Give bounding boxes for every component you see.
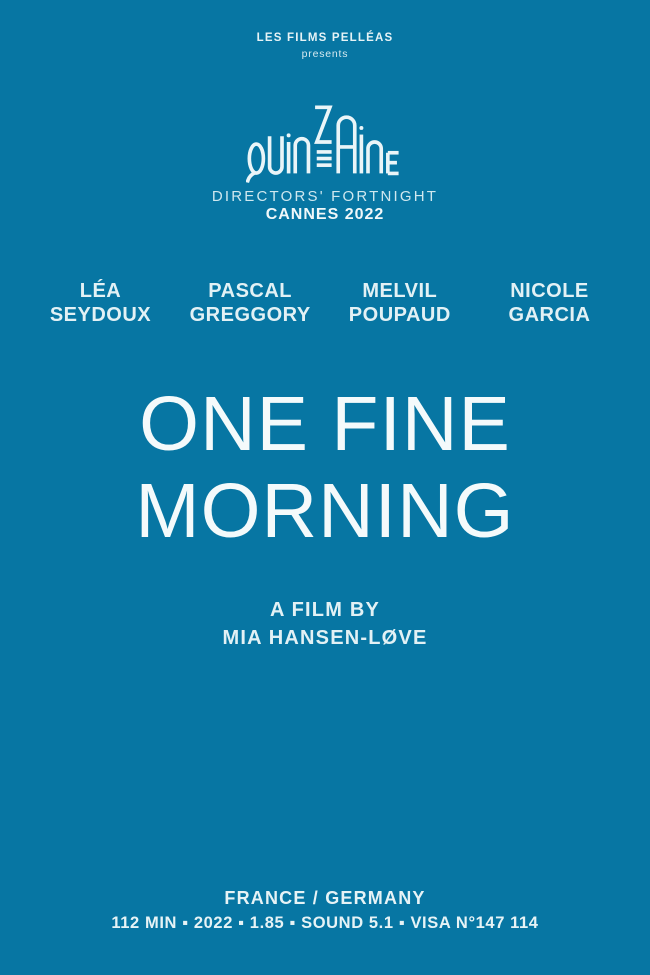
director-prefix: A FILM BY xyxy=(269,599,381,621)
festival-edition: CANNES 2022 xyxy=(265,206,385,223)
cast-first-name: PASCAL xyxy=(208,280,293,302)
cast-name xyxy=(178,279,323,327)
studio-name: LES FILMS PELLÉAS xyxy=(256,32,394,44)
cast-row xyxy=(0,279,650,327)
festival-subtitle: DIRECTORS' FORTNIGHT xyxy=(211,188,439,205)
movie-title xyxy=(0,381,650,555)
cast-last-name: GARCIA xyxy=(508,304,591,326)
director-credit xyxy=(0,596,650,652)
cast-name xyxy=(28,279,173,327)
technical-specs: 112 MIN ▪ 2022 ▪ 1.85 ▪ SOUND 5.1 ▪ VISA N°147 114 xyxy=(111,914,539,932)
cast-first-name: NICOLE xyxy=(510,280,589,302)
cast-name xyxy=(477,279,622,327)
movie-title-line1: ONE FINE xyxy=(139,381,511,467)
director-name: MIA HANSEN-LØVE xyxy=(222,627,428,649)
quinzaine-logo xyxy=(0,99,650,190)
cast-name xyxy=(327,279,472,327)
cast-first-name: MELVIL xyxy=(362,280,438,302)
countries: FRANCE / GERMANY xyxy=(224,888,426,908)
quinzaine-logo-icon xyxy=(246,99,404,185)
movie-title-line2: MORNING xyxy=(135,468,515,554)
presents-label: presents xyxy=(301,48,349,60)
cast-last-name: SEYDOUX xyxy=(49,304,152,326)
cast-last-name: GREGGORY xyxy=(189,304,311,326)
cast-last-name: POUPAUD xyxy=(348,304,451,326)
cast-first-name: LÉA xyxy=(79,280,122,302)
